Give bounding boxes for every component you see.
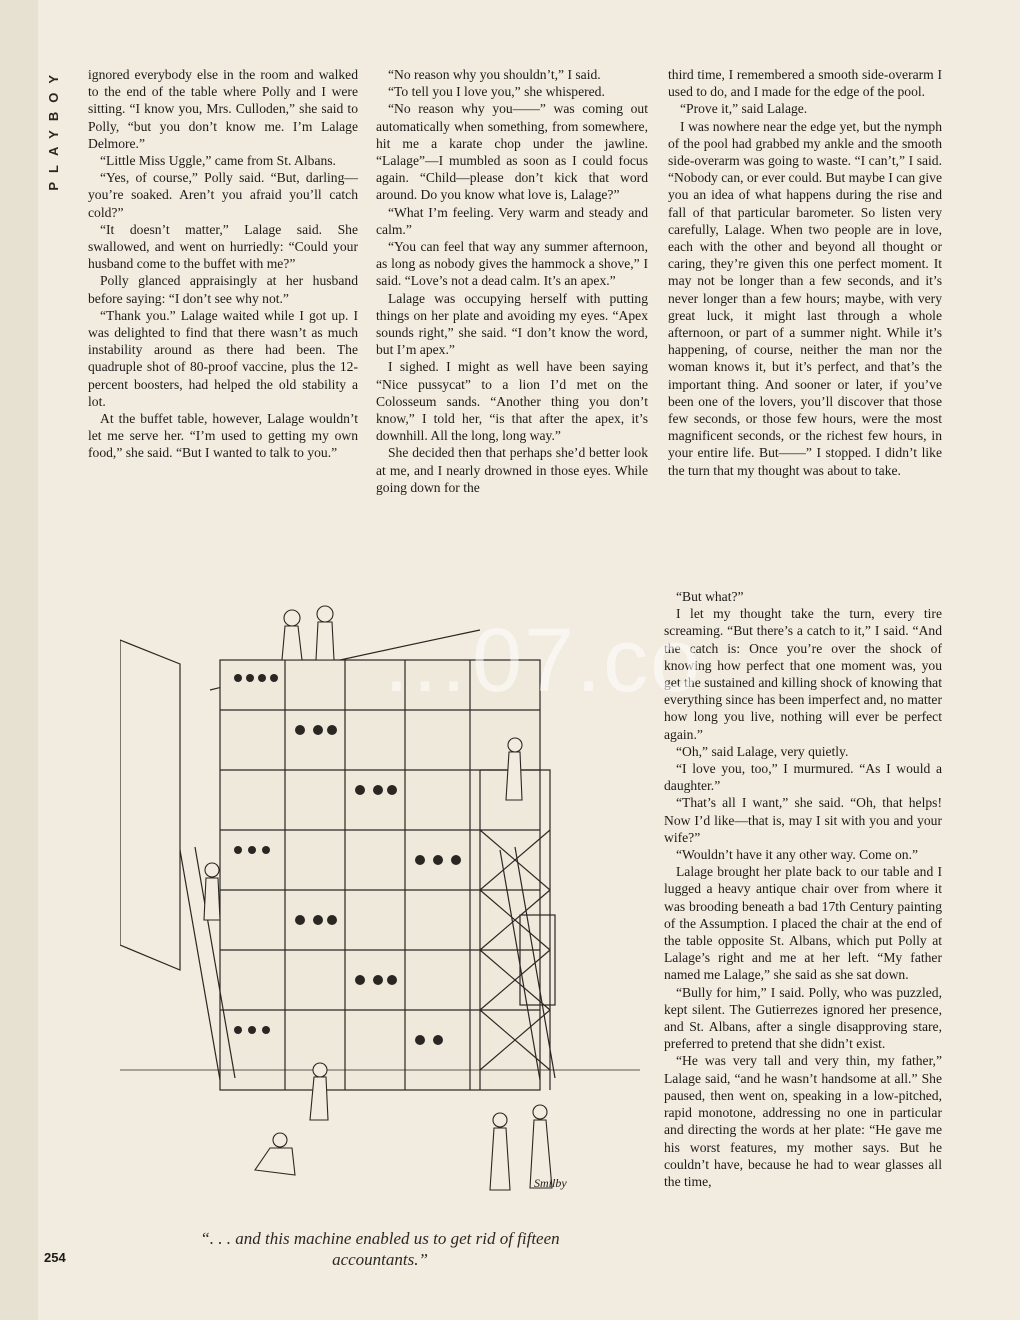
paragraph: “That’s all I want,” she said. “Oh, that helps! Now I’d like—that is, may I sit with you and your wife?” bbox=[664, 795, 942, 845]
paragraph: “Wouldn’t have it any other way. Come on.” bbox=[676, 847, 919, 863]
column-1 bbox=[88, 66, 358, 462]
watermark: …07.co bbox=[380, 611, 703, 711]
running-head: PLAYBOY bbox=[46, 66, 61, 191]
paragraph: third time, I remembered a smooth side-overarm I used to do, and I made for the edge of the pool. bbox=[668, 67, 942, 100]
paragraph: “Thank you.” Lalage waited while I got up. I was delighted to find that there wasn’t as much instability around as there had been. The quadruple shot of 80-proof vaccine, plus the 12-percent boosters, had helped the old stability a lot. bbox=[88, 307, 358, 409]
paragraph: “He was very tall and very thin, my father,” Lalage said, “and he wasn’t handsome at all.” She paused, then went on, speaking in a low-pitched, rapid monotone, addressing no one in particular and directing the words at her plate: “He gave me his worst features, my mother says. But he couldn’t have, because he had to wear glasses all the time, bbox=[664, 1053, 942, 1189]
paragraph: “It doesn’t matter,” Lalage said. She swallowed, and went on hurriedly: “Could your husband come to the buffet with me?” bbox=[88, 221, 358, 272]
paragraph: ignored everybody else in the room and walked to the end of the table where Polly and I were sitting. “I know you, Mrs. Culloden,” she said to Polly, “but you don’t know me. I’m Lalage Delmore.” bbox=[88, 67, 358, 151]
paragraph: “Prove it,” said Lalage. bbox=[680, 101, 808, 117]
paragraph: Polly glanced appraisingly at her husband before saying: “I don’t see why not.” bbox=[88, 273, 358, 306]
cartoon-caption: “. . . and this machine enabled us to get rid of fifteen accountants.” bbox=[200, 1229, 560, 1269]
paragraph: “I love you, too,” I murmured. “As I would a daughter.” bbox=[664, 761, 942, 794]
paragraph: “You can feel that way any summer afternoon, as long as nobody gives the hammock a shove,” I said. “Love’s not a dead calm. It’s an apex.” bbox=[376, 239, 648, 289]
column-3-bottom bbox=[664, 588, 942, 1190]
paragraph: “But what?” bbox=[676, 589, 744, 604]
paragraph: At the buffet table, however, Lalage wouldn’t let me serve her. “I’m used to getting my own food,” she said. “But I wanted to talk to you.” bbox=[88, 411, 358, 461]
paragraph: “Little Miss Uggle,” came from St. Albans. bbox=[100, 153, 336, 169]
building-side bbox=[120, 640, 180, 970]
cartoonist-signature: Smilby bbox=[534, 1176, 567, 1190]
paragraph: “To tell you I love you,” she whispered. bbox=[388, 84, 605, 100]
paragraph: “Yes, of course,” Polly said. “But, darling—you’re soaked. Aren’t you afraid you’ll catch cold?” bbox=[88, 170, 358, 220]
paragraph: Lalage brought her plate back to our table and I lugged a heavy antique chair over from where it was brooding beneath a bad 17th Century painting of the Assumption. I placed the chair at the end of the table opposite St. Albans, which put Polly at Lalage’s right and me at her left. “My father named me Lalage,” she said as she sat down. bbox=[664, 864, 942, 983]
page-gutter bbox=[0, 0, 38, 1320]
computer-cabinet bbox=[220, 660, 540, 1090]
paragraph: I let my thought take the turn, every tire screaming. “But there’s a catch to it,” I said. “And the catch is: Once you’re over the shock of knowing how perfect that one moment was, you get the sustained and killing shock of knowing that everything since has been imperfect and, no matter how long you live, nothing will ever be perfect again.” bbox=[664, 606, 942, 742]
paragraph: She decided then that perhaps she’d better look at me, and I nearly drowned in those eyes. While going down for the bbox=[376, 445, 648, 495]
cartoon-illustration bbox=[120, 600, 640, 1200]
paragraph: “No reason why you shouldn’t,” I said. bbox=[388, 67, 601, 82]
paragraph: “What I’m feeling. Very warm and steady and calm.” bbox=[376, 204, 648, 237]
column-2 bbox=[376, 66, 648, 496]
page-number: 254 bbox=[44, 1250, 66, 1265]
paragraph: I sighed. I might as well have been saying “Nice pussycat” to a lion I’d met on the Colosseum sands. “Another thing you don’t know,” I told her, “is that after the apex, it’s downhill. All the long, long way.” bbox=[376, 359, 648, 444]
paragraph: “No reason why you——” was coming out automatically when something, from somewhere, hit me a karate chop under the jawline. “Lalage”—I mumbled as soon as I could focus again. “Child—please don’t kick that word around. Do you know what love is, Lalage?” bbox=[376, 101, 648, 203]
column-3-top bbox=[668, 66, 942, 479]
paragraph: “Bully for him,” I said. Polly, who was puzzled, kept silent. The Gutierrezes ignored her presence, and St. Albans, after a single disapproving stare, preferred to pretend that she didn’t exist. bbox=[664, 984, 942, 1052]
paragraph: I was nowhere near the edge yet, but the nymph of the pool had grabbed my ankle and the smooth side-overarm was going to waste. “I can’t,” I said. “Nobody can, or ever could. But maybe I can give you an idea of what happens during the rise and fall of that particular barometer. So listen very carefully, Lalage. When two people are in love, each with the other and beyond all thought or caring, they’re given this one perfect moment. It may not be longer than a few seconds, and it’s never longer than a few hours; maybe, with very great luck, it might last through a whole afternoon, or part of a summer night. While it’s happening, of course, neither the man nor the woman knows it, but it’s perfect, and that’s the important thing. And sooner or later, if you’ve been one of the lovers, you’ll discover that those few seconds, or those few hours, were the most magnificent seconds, or the richest few hours, in your entire life. But——” I stopped. I didn’t like the turn that my thought was about to take. bbox=[668, 118, 942, 478]
paragraph: “Oh,” said Lalage, very quietly. bbox=[676, 743, 849, 759]
paragraph: Lalage was occupying herself with putting things on her plate and avoiding my eyes. “Apex sounds right,” she said. “I don’t know the word, but I’m apex.” bbox=[376, 290, 648, 358]
